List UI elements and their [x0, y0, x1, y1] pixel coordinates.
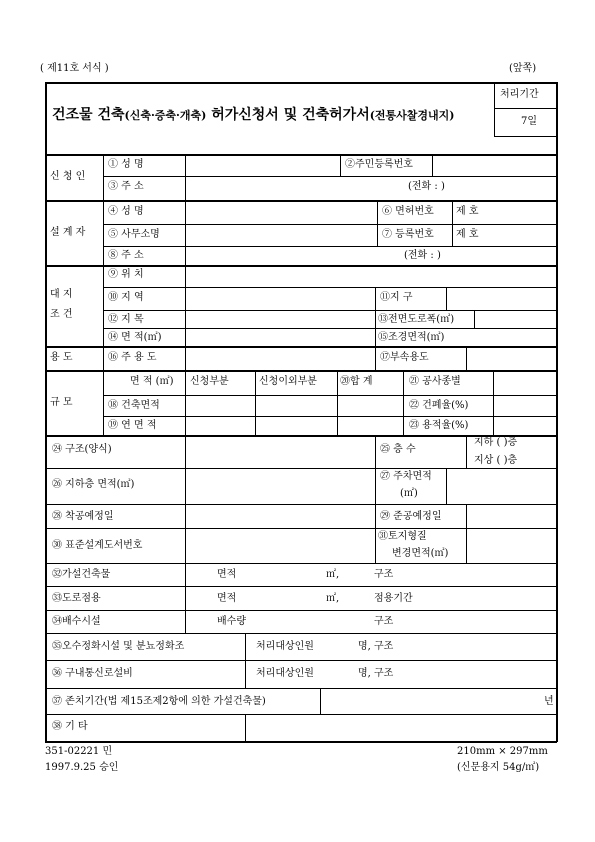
duration-label: ㊲ 존치기간(법 제15조제2항에 의한 가설건축물) [52, 696, 266, 707]
applicant-rrn-label: ②주민등록번호 [345, 159, 413, 170]
drainage-amount-label: 배수량 [217, 616, 246, 627]
basement-floors: 지하 ( )층 [474, 437, 518, 448]
above-floors: 지상 ( )층 [474, 455, 518, 466]
site-section-label-2: 조 건 [50, 309, 73, 320]
road-occupancy-label: ㉝도로점용 [52, 593, 101, 604]
scale-area-header: 면 적 (㎡) [130, 376, 174, 387]
site-zone-label: ⑪지 구 [380, 292, 413, 303]
designer-address-label: ⑧ 주 소 [108, 250, 144, 261]
site-location-label: ⑨ 위 치 [108, 269, 144, 280]
comm-facility-label: ㊱ 구내통신로설비 [52, 668, 133, 679]
form-code: 351-02221 민 [45, 746, 113, 757]
drainage-label: ㉞배수시설 [52, 616, 101, 627]
sewage-people-label: 처리대상인원 [256, 641, 314, 652]
coverage-ratio-label: ㉒ 건폐율(%) [409, 400, 469, 411]
drainage-structure-label: 구조 [374, 616, 394, 627]
designer-license-value: 제 호 [456, 206, 479, 217]
parking-area-label: ㉗ 주차면적 [380, 471, 432, 482]
sewage-structure-label: 명, 구조 [358, 641, 394, 652]
use-section-label: 용 도 [50, 352, 73, 363]
road-area-unit: ㎡, [326, 593, 340, 604]
comm-people-label: 처리대상인원 [256, 668, 314, 679]
paper-type: (신문용지 54g/㎡) [457, 762, 540, 773]
form-number: ( 제11호 서식 ) [40, 63, 109, 74]
approval-date: 1997.9.25 승인 [45, 762, 119, 773]
temp-area-unit: ㎡, [326, 569, 340, 580]
site-category-label: ⑫ 지 목 [108, 314, 144, 325]
applicant-address-label: ③ 주 소 [108, 181, 144, 192]
temp-area-label: 면적 [217, 569, 237, 580]
paper-size: 210mm × 297mm [457, 746, 548, 757]
designer-reg-value: 제 호 [456, 229, 479, 240]
temp-building-label: ㉜가설건축물 [52, 569, 111, 580]
designer-office-label: ⑤ 사무소명 [108, 229, 160, 240]
duration-year-unit: 년 [544, 696, 554, 707]
processing-period-value: 7일 [521, 116, 538, 127]
etc-label: ㊳ 기 타 [52, 721, 88, 732]
far-label: ㉓ 용적율(%) [409, 420, 469, 431]
site-district-label: ⑩ 지 역 [108, 292, 144, 303]
applicant-section-label: 신 청 인 [50, 171, 86, 182]
underground-area-label: ㉖ 지하층 면적(㎡) [52, 479, 135, 490]
designer-name-label: ④ 성 명 [108, 206, 144, 217]
sub-use-label: ⑰부속용도 [380, 352, 429, 363]
temp-structure-label: 구조 [374, 569, 394, 580]
structure-label: ㉔ 구조(양식) [52, 444, 112, 455]
page-side-label: (앞쪽) [509, 63, 537, 74]
applicant-phone: (전화 : ) [408, 181, 445, 192]
building-area-label: ⑱ 건축면적 [108, 400, 160, 411]
site-area-label: ⑭ 면 적(㎡) [108, 332, 162, 343]
completion-date-label: ㉙ 준공예정일 [380, 511, 442, 522]
land-change-label: ㉛토지형질 [378, 531, 427, 542]
site-section-label-1: 대 지 [50, 289, 73, 300]
designer-phone: (전화 : ) [404, 250, 441, 261]
designer-license-label: ⑥ 면허번호 [382, 206, 434, 217]
processing-period-label: 처리기간 [500, 89, 539, 100]
site-landscape-label: ⑮조경면적(㎡) [378, 332, 445, 343]
designer-section-label: 설 계 자 [50, 227, 86, 238]
scale-section-label: 규 모 [50, 397, 73, 408]
document-title: 건조물 건축(신축·증축·개축) 허가신청서 및 건축허가서(전통사찰경내지) [52, 107, 455, 123]
sewage-label: ㉟오수정화시설 및 분뇨정화조 [52, 641, 185, 652]
scale-total-header: ⑳합 계 [340, 376, 373, 387]
construction-kind-label: ㉑ 공사종별 [409, 376, 461, 387]
road-area-label: 면적 [217, 593, 237, 604]
scale-other-header: 신청이외부분 [259, 376, 317, 387]
main-use-label: ⑯ 주 용 도 [108, 352, 157, 363]
parking-area-unit: (㎡) [400, 488, 418, 499]
site-road-label: ⑬전면도로폭(㎡) [378, 314, 455, 325]
scale-applied-header: 신청부분 [190, 376, 229, 387]
land-change-area-label: 변경면적(㎡) [392, 548, 449, 559]
applicant-name-label: ① 성 명 [108, 159, 144, 170]
standard-design-label: ㉚ 표준설계도서번호 [52, 540, 143, 551]
road-period-label: 점용기간 [374, 593, 413, 604]
designer-reg-label: ⑦ 등록번호 [382, 229, 434, 240]
start-date-label: ㉘ 착공예정일 [52, 511, 114, 522]
floors-label: ㉕ 층 수 [380, 444, 416, 455]
comm-structure-label: 명, 구조 [358, 668, 394, 679]
floor-area-label: ⑲ 연 면 적 [108, 420, 157, 431]
